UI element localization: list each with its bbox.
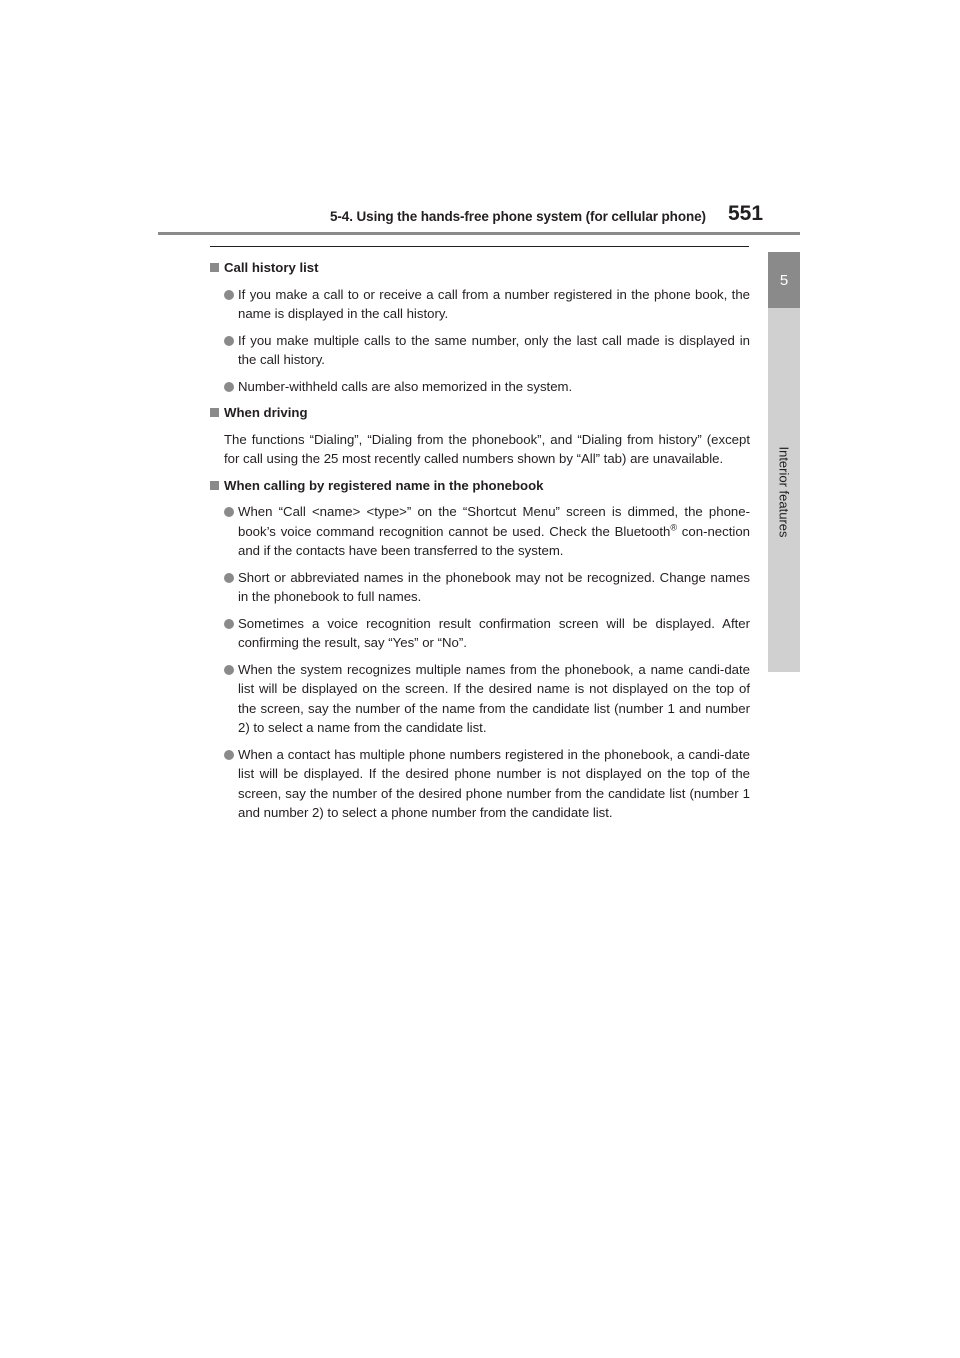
list-item <box>210 285 750 324</box>
list-item <box>210 331 750 370</box>
list-item <box>210 614 750 653</box>
list-item <box>210 745 750 823</box>
chapter-number: 5 <box>768 252 800 308</box>
section-heading <box>210 403 750 423</box>
page-number: 551 <box>728 202 764 225</box>
header-divider <box>158 232 800 235</box>
page-content <box>210 258 750 830</box>
circle-bullet-icon <box>224 665 234 675</box>
registered-mark: ® <box>670 522 677 533</box>
list-item <box>210 568 750 607</box>
content-divider <box>210 246 749 247</box>
section-paragraph: The functions “Dialing”, “Dialing from the phonebook”, and “Dialing from history” (except for call using the 25 most recently called numbers shown by “All” tab) are unavailable. <box>224 431 750 466</box>
circle-bullet-icon <box>224 336 234 346</box>
list-item-text: Number-withheld calls are also memorized in the system. <box>238 378 573 394</box>
list-item-text-part: When “Call <name> <type>” on the “Shortcut Menu” screen is dimmed, the phone-book’s voice command recognition cannot be used. Check the Bluetooth <box>238 504 750 539</box>
circle-bullet-icon <box>224 507 234 517</box>
page-header-title: 5-4. Using the hands-free phone system (for cellular phone) <box>330 209 706 224</box>
circle-bullet-icon <box>224 573 234 583</box>
chapter-side-tab <box>768 252 800 672</box>
list-item <box>210 660 750 738</box>
list-item-text: When the system recognizes multiple names from the phonebook, a name candi-date list will be displayed on the screen. If the desired name is not displayed on the top of the screen, say the number of the name from the candidate list (number 1 and number 2) to select a name from the candidate list. <box>238 661 750 735</box>
list-item-text <box>238 504 750 558</box>
list-item-text: If you make multiple calls to the same number, only the last call made is displayed in the call history. <box>238 332 750 367</box>
section-heading <box>210 258 750 278</box>
square-bullet-icon <box>210 481 219 490</box>
circle-bullet-icon <box>224 750 234 760</box>
square-bullet-icon <box>210 408 219 417</box>
list-item-text: If you make a call to or receive a call from a number registered in the phone book, the name is displayed in the call history. <box>238 286 750 321</box>
circle-bullet-icon <box>224 619 234 629</box>
list-item-text: When a contact has multiple phone numbers registered in the phonebook, a candi-date list will be displayed. If the desired phone number is not displayed on the top of the screen, say the number of the desired phone number from the candidate list (number 1 and number 2) to select a phone number from the candidate list. <box>238 746 750 820</box>
section-heading-text: Call history list <box>224 260 319 275</box>
circle-bullet-icon <box>224 382 234 392</box>
list-item-text-part: con-nection and if the contacts have been transferred to the system. <box>238 523 750 558</box>
chapter-label: Interior features <box>776 446 792 538</box>
list-item-text: Sometimes a voice recognition result confirmation screen will be displayed. After confirming the result, say “Yes” or “No”. <box>238 615 750 650</box>
list-item <box>210 502 750 561</box>
list-item <box>210 377 750 397</box>
section-heading-text: When driving <box>224 405 308 420</box>
section-heading-text: When calling by registered name in the phonebook <box>224 477 544 493</box>
square-bullet-icon <box>210 263 219 272</box>
list-item-text: Short or abbreviated names in the phonebook may not be recognized. Change names in the phonebook to full names. <box>238 569 750 604</box>
circle-bullet-icon <box>224 290 234 300</box>
section-heading <box>210 476 750 496</box>
